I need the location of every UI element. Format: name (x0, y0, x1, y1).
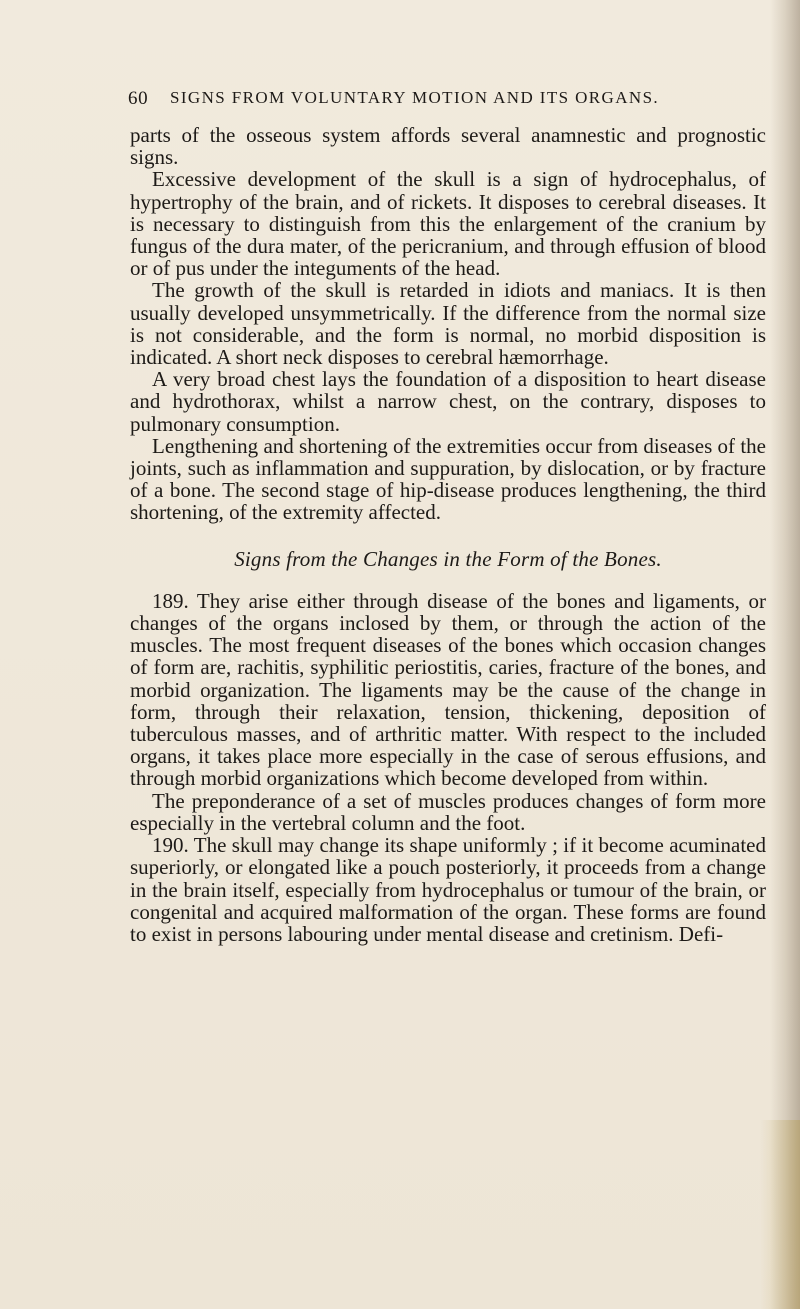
running-title: SIGNS FROM VOLUNTARY MOTION AND ITS ORGANS. (170, 88, 660, 107)
paragraph: parts of the osseous system affords several anamnestic and prognostic signs. (130, 123, 766, 170)
page-edge-stain (760, 1120, 800, 1309)
paragraph: The growth of the skull is retarded in idiots and maniacs. It is then usually developed unsymmetrically. If the difference from the normal size is not considerable, and the form is normal, no morbid disposition is indicated. A short neck disposes to cerebral hæmorrhage. (130, 278, 766, 370)
paragraph: 189. They arise either through disease of the bones and ligaments, or changes of the organs inclosed by them, or through the action of the muscles. The most frequent diseases of the bones which occasion changes of form are, rachitis, syphilitic periostitis, caries, fracture of the bones, and morbid organization. The ligaments may be the cause of the change in form, through their relaxation, tension, thickening, deposition of tuberculous masses, and of arthritic matter. With respect to the included organs, it takes place more especially in the case of serous effusions, and through morbid organizations which become developed from within. (130, 588, 766, 791)
paragraph: 190. The skull may change its shape uniformly ; if it become acuminated superiorly, or elongated like a pouch posteriorly, it proceeds from a change in the brain itself, especially from hydrocephalus or tumour of the brain, or congenital and acquired malformation of the organ. These forms are found to exist in persons labouring under mental disease and cretinism. Defi- (130, 833, 766, 946)
page-number: 60 (128, 88, 149, 109)
section-heading: Signs from the Changes in the Form of the Bones. (234, 546, 662, 571)
paragraph: A very broad chest lays the foundation of a disposition to heart disease and hydrothorax, whilst a narrow chest, on the contrary, disposes to pulmonary consumption. (130, 367, 766, 436)
body-text (130, 124, 766, 945)
paragraph: The preponderance of a set of muscles produces changes of form more especially in the vertebral column and the foot. (130, 788, 766, 835)
paragraph: Excessive development of the skull is a sign of hydrocephalus, of hypertrophy of the brain, and of rickets. It disposes to cerebral diseases. It is necessary to distinguish from this the enlargement of the cranium by fungus of the dura mater, of the pericranium, and through effusion of blood or of pus under the integuments of the head. (130, 167, 766, 281)
paragraph: Lengthening and shortening of the extremities occur from diseases of the joints, such as inflammation and suppuration, by dislocation, or by fracture of a bone. The second stage of hip-disease produces lengthening, the third shortening, of the extremity affected. (130, 433, 766, 525)
